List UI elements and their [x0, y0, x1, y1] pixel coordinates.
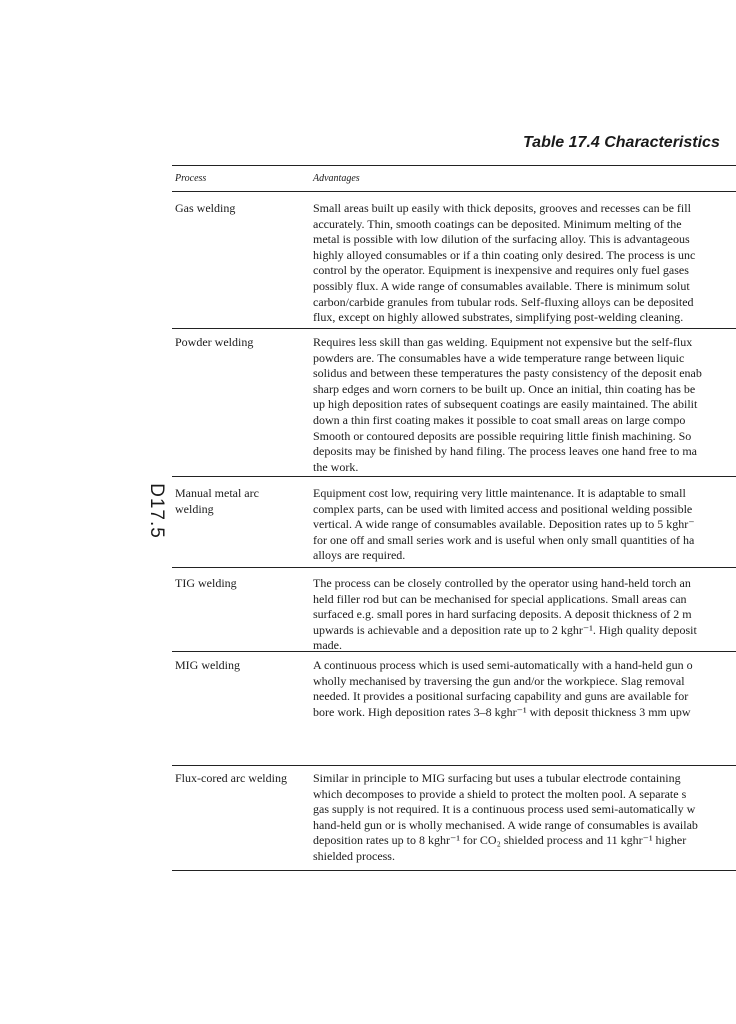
row-rule [172, 476, 736, 477]
advantages-line: A continuous process which is used semi-automatically with a hand-held gun o [313, 658, 693, 672]
process-name-line: Powder welding [175, 335, 254, 349]
advantages-line: wholly mechanised by traversing the gun and/or the workpiece. Slag removal [313, 673, 685, 688]
advantages-line: Small areas built up easily with thick deposits, grooves and recesses can be fill [313, 201, 691, 215]
process-name [175, 771, 287, 787]
advantages-line: made. [313, 638, 342, 653]
advantages-line: alloys are required. [313, 548, 406, 563]
process-name-line: TIG welding [175, 576, 237, 590]
advantages-line: the work. [313, 459, 359, 474]
advantages-line: The process can be closely controlled by the operator using hand-held torch an [313, 576, 691, 590]
advantages-text [313, 335, 736, 475]
advantages-line: for one off and small series work and is useful when only small quantities of ha [313, 532, 695, 547]
advantages-line: Similar in principle to MIG surfacing but uses a tubular electrode containing [313, 771, 681, 785]
advantages-line: Smooth or contoured deposits are possible requiring little finish machining. So [313, 428, 692, 443]
row-rule [172, 765, 736, 766]
advantages-line: Equipment cost low, requiring very little maintenance. It is adaptable to small [313, 486, 686, 500]
process-name-line: welding [175, 501, 214, 516]
process-name [175, 658, 240, 674]
advantages-line: complex parts, can be used with limited access and positional welding possible [313, 501, 693, 516]
title-rule [172, 165, 736, 166]
advantages-line: bore work. High deposition rates 3–8 kghr⁻¹ with deposit thickness 3 mm upw [313, 704, 691, 719]
advantages-line: upwards is achievable and a deposition rate up to 2 kghr⁻¹. High quality deposit [313, 622, 697, 637]
advantages-line: flux, except on highly allowed substrates, simplifying post-welding cleaning. [313, 310, 684, 325]
header-rule [172, 191, 736, 192]
row-rule [172, 328, 736, 329]
process-name-line: MIG welding [175, 658, 240, 672]
advantages-line: needed. It provides a positional surfacing capability and guns are available for [313, 689, 689, 704]
advantages-line: gas supply is not required. It is a continuous process used semi-automatically w [313, 802, 696, 817]
advantages-line: held filler rod but can be mechanised for special applications. Small areas can [313, 591, 687, 606]
advantages-line: hand-held gun or is wholly mechanised. A wide range of consumables is availab [313, 817, 698, 832]
advantages-line: deposition rates up to 8 kghr⁻¹ for CO₂ shielded process and 11 kghr⁻¹ higher [313, 833, 687, 848]
advantages-line: up high deposition rates of subsequent coatings are easily maintained. The abilit [313, 397, 698, 412]
process-name [175, 201, 235, 217]
advantages-line: possibly flux. A wide range of consumables available. There is minimum solut [313, 278, 690, 293]
column-header-advantages: Advantages [313, 173, 360, 184]
advantages-line: powders are. The consumables have a wide temperature range between liquic [313, 350, 685, 365]
row-rule [172, 870, 736, 871]
advantages-line: solidus and between these temperatures the pasty consistency of the deposit enab [313, 366, 702, 381]
table-title: Table 17.4 Characteristics [523, 134, 720, 151]
process-name [175, 576, 237, 592]
column-header-process: Process [175, 173, 207, 184]
advantages-line: sharp edges and worn corners to be built up. Once an initial, thin coating has be [313, 381, 696, 396]
advantages-line: down a thin first coating makes it possible to coat small areas on large compo [313, 412, 686, 427]
advantages-text [313, 486, 736, 564]
advantages-line: surfaced e.g. small pores in hard surfacing deposits. A deposit thickness of 2 m [313, 607, 692, 622]
advantages-text [313, 771, 736, 865]
advantages-text [313, 658, 736, 720]
process-name-line: Manual metal arc [175, 486, 259, 500]
row-rule [172, 567, 736, 568]
advantages-line: control by the operator. Equipment is inexpensive and requires only fuel gases [313, 263, 689, 278]
page-section-label: D17.5 [145, 483, 167, 539]
row-rule [172, 651, 736, 652]
advantages-text [313, 576, 736, 654]
advantages-line: deposits may be finished by hand filing. The process leaves one hand free to ma [313, 444, 698, 459]
advantages-line: which decomposes to provide a shield to protect the molten pool. A separate s [313, 786, 687, 801]
advantages-line: metal is possible with low dilution of the surfacing alloy. This is advantageous [313, 232, 690, 247]
process-name [175, 486, 259, 517]
advantages-line: Requires less skill than gas welding. Equipment not expensive but the self-flux [313, 335, 693, 349]
process-name-line: Flux-cored arc welding [175, 771, 287, 785]
process-name [175, 335, 253, 351]
advantages-text [313, 201, 736, 326]
advantages-line: shielded process. [313, 848, 395, 863]
process-name-line: Gas welding [175, 201, 236, 215]
advantages-line: vertical. A wide range of consumables available. Deposition rates up to 5 kghr⁻ [313, 517, 695, 532]
advantages-line: highly alloyed consumables or if a thin coating only desired. The process is unc [313, 247, 696, 262]
advantages-line: accurately. Thin, smooth coatings can be deposited. Minimum melting of the [313, 216, 682, 231]
advantages-line: carbon/carbide granules from tubular rods. Self-fluxing alloys can be deposited [313, 294, 694, 309]
